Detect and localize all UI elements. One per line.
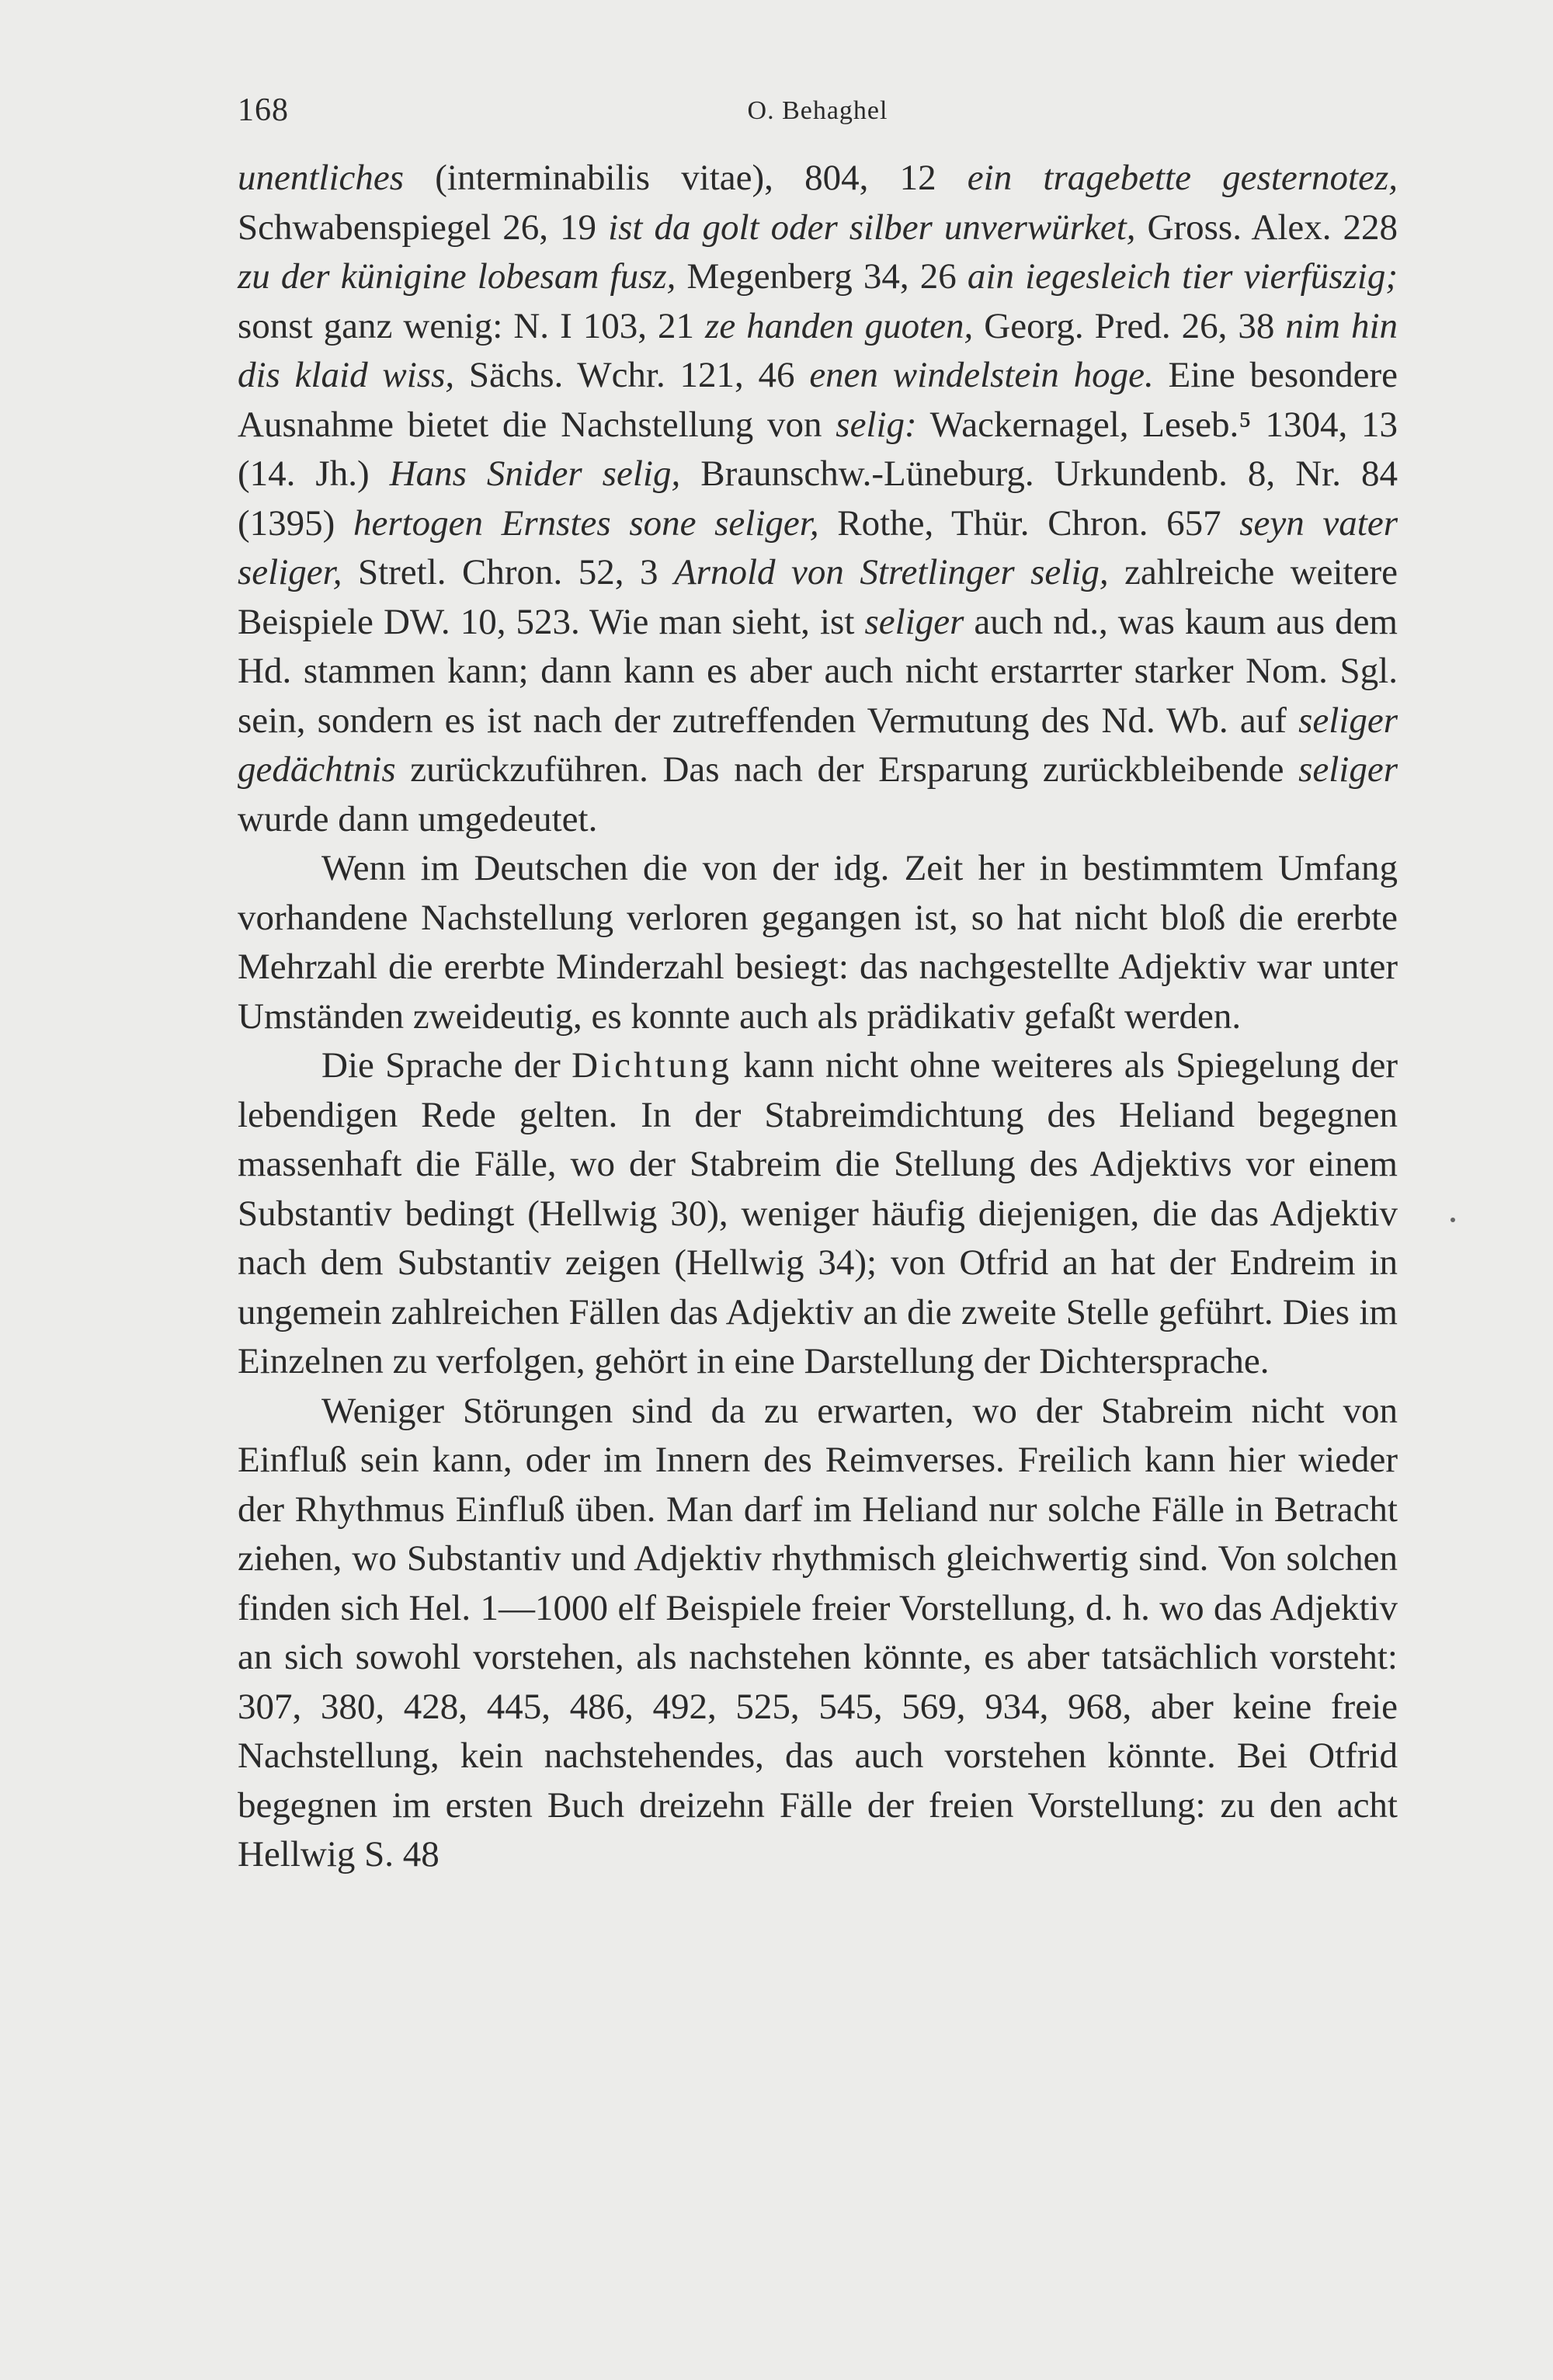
- text-run: Sächs. Wchr. 121, 46: [454, 355, 810, 395]
- text-run: auch nd., was kaum aus dem Hd. stammen kann; dann kann es aber auch nicht erstarrter starker Nom. Sgl. sein, sondern es ist nach der zutreffenden Vermutung des Nd. Wb. auf: [238, 601, 1398, 741]
- italic-citation: enen windelstein hoge.: [809, 355, 1154, 395]
- text-run: Schwabenspiegel 26, 19: [238, 207, 609, 248]
- italic-citation: seliger: [1298, 749, 1398, 790]
- page-body: [238, 154, 1398, 1880]
- paragraph: [238, 154, 1398, 844]
- text-run: wurde dann umgedeutet.: [238, 798, 598, 839]
- page-header: [238, 92, 1398, 138]
- italic-citation: ain iegesleich tier vierfüszig;: [967, 256, 1398, 297]
- italic-citation: hertogen Ernstes sone seliger,: [353, 502, 819, 544]
- text-run: Die Sprache der: [321, 1045, 572, 1086]
- text-run: zurückzuführen. Das nach der Ersparung zurückbleibende: [395, 749, 1299, 790]
- text-run: kann nicht ohne weiteres als Spiegelung der lebendigen Rede gelten. In der Stabreimdichtung des Heliand begegnen massenhaft die Fälle, wo der Stabreim die Stellung des Adjektivs vor einem Substantiv bedingt (Hellwig 30), weniger häufig diejenigen, die das Adjektiv nach dem Substantiv zeigen (Hellwig 34); von Otfrid an hat der Endreim in ungemein zahlreichen Fällen das Adjektiv an die zweite Stelle geführt. Dies im Einzelnen zu verfolgen, gehört in eine Darstellung der Dichtersprache.: [238, 1045, 1398, 1381]
- italic-citation: seliger gedächtnis: [238, 700, 1398, 790]
- paragraph: [238, 1387, 1398, 1880]
- text-run: Gross. Alex. 228: [1135, 207, 1398, 248]
- italic-citation: selig:: [836, 404, 917, 445]
- italic-citation: seyn vater seliger,: [238, 502, 1398, 592]
- italic-citation: Arnold von Stretlinger selig,: [673, 552, 1109, 592]
- margin-mark: [1451, 1218, 1455, 1222]
- text-run: Megenberg 34, 26: [676, 256, 968, 297]
- paragraph: [238, 844, 1398, 1041]
- italic-citation: unentliches: [238, 158, 405, 198]
- running-head: O. Behaghel: [747, 96, 888, 125]
- text-run: Braunschw.-Lüneburg. Urkundenb. 8, Nr. 84 (1395): [238, 453, 1398, 544]
- text-run: Georg. Pred. 26, 38: [973, 305, 1286, 346]
- italic-citation: seliger: [864, 601, 964, 642]
- text-run: Eine besondere Ausnahme bietet die Nachstellung von: [238, 355, 1398, 445]
- text-run: Wenn im Deutschen die von der idg. Zeit her in bestimmtem Umfang vorhandene Nachstellung verloren gegangen ist, so hat nicht bloß die ererbte Mehrzahl die ererbte Minderzahl besiegt: das nachgestellte Adjektiv war unter Umständen zweideutig, es konnte auch als prädikativ gefaßt werden.: [238, 848, 1398, 1037]
- text-run: sonst ganz wenig: N. I 103, 21: [238, 305, 706, 346]
- page-number: 168: [238, 92, 289, 128]
- text-run: Wackernagel, Leseb.⁵ 1304, 13 (14. Jh.): [238, 404, 1398, 494]
- italic-citation: zu der künigine lobesam fusz,: [238, 256, 676, 297]
- spaced-emphasis: Dichtung: [572, 1045, 733, 1086]
- text-run: (interminabilis vitae), 804, 12: [404, 158, 968, 198]
- italic-citation: ze handen guoten,: [705, 305, 974, 346]
- italic-citation: ein tragebette gesternotez,: [967, 158, 1398, 198]
- text-run: Rothe, Thür. Chron. 657: [818, 502, 1240, 544]
- text-run: Stretl. Chron. 52, 3: [342, 552, 674, 592]
- paragraph: [238, 1041, 1398, 1387]
- text-run: Weniger Störungen sind da zu erwarten, wo der Stabreim nicht von Einfluß sein kann, oder im Innern des Reimverses. Freilich kann hier wieder der Rhythmus Einfluß üben. Man darf im Heliand nur solche Fälle in Betracht ziehen, wo Substantiv und Adjektiv rhythmisch gleichwertig sind. Von solchen finden sich Hel. 1—1000 elf Beispiele freier Vorstellung, d. h. wo das Adjektiv an sich sowohl vorstehen, als nachstehen könnte, es aber tatsächlich vorsteht: 307, 380, 428, 445, 486, 492, 525, 545, 569, 934, 968, aber keine freie Nachstellung, kein nachstehendes, das auch vorstehen könnte. Bei Otfrid begegnen im ersten Buch dreizehn Fälle der freien Vorstellung: zu den acht Hellwig S. 48: [238, 1390, 1398, 1874]
- text-run: zahlreiche weitere Beispiele DW. 10, 523. Wie man sieht, ist: [238, 552, 1398, 642]
- italic-citation: Hans Snider selig,: [389, 453, 681, 494]
- italic-citation: nim hin dis klaid wiss,: [238, 305, 1398, 395]
- italic-citation: ist da golt oder silber unverwürket,: [608, 207, 1136, 248]
